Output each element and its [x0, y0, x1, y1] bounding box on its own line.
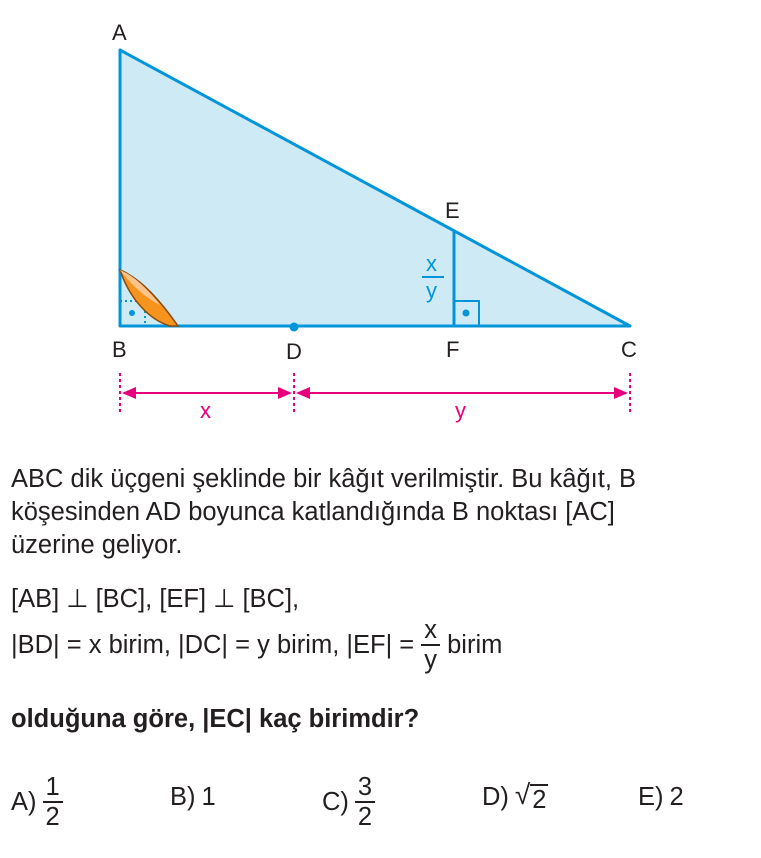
label-d: D — [286, 339, 302, 364]
option-b[interactable] — [170, 783, 216, 812]
problem-statement — [11, 463, 636, 562]
option-a-den: 2 — [43, 801, 63, 831]
option-a[interactable] — [11, 775, 63, 830]
dim-arrow-dc-left — [296, 387, 310, 399]
label-a: A — [112, 20, 127, 45]
option-e[interactable] — [638, 783, 684, 812]
option-c-num: 3 — [357, 773, 373, 801]
label-c: C — [621, 337, 637, 362]
dim-arrow-dc-right — [614, 387, 628, 399]
triangle-abc — [120, 50, 630, 326]
problem-line-5 — [11, 618, 502, 673]
problem-line-3: üzerine geliyor. — [11, 531, 183, 559]
option-c-fraction — [355, 775, 375, 830]
dim-label-dc: y — [455, 398, 466, 423]
option-c[interactable] — [322, 775, 375, 830]
option-e-label: E) — [638, 783, 664, 811]
line5-ef: |EF| — [346, 631, 393, 659]
sqrt-icon: √ — [514, 779, 531, 810]
problem-line-2: köşesinden AD boyunca katlandığında B noktası [AC] — [11, 498, 615, 526]
option-a-num: 1 — [45, 773, 60, 801]
right-angle-dot-f — [463, 310, 470, 317]
option-a-fraction — [43, 775, 63, 830]
option-d-label: D) — [482, 783, 509, 812]
option-c-den: 2 — [355, 801, 375, 831]
label-e: E — [445, 198, 460, 223]
dim-label-bd: x — [200, 398, 211, 423]
option-b-label: B) — [170, 783, 196, 811]
problem-line-4: [AB] ⊥ [BC], [EF] ⊥ [BC], — [11, 585, 300, 613]
line5-text-c: birim — [440, 631, 503, 659]
option-d-radicand: 2 — [532, 786, 547, 814]
dim-arrow-bd-right — [278, 387, 292, 399]
line5-fraction — [421, 618, 440, 673]
label-f: F — [446, 337, 460, 362]
line5-frac-num: x — [424, 616, 438, 644]
line5-eq: = — [392, 631, 422, 659]
ef-label-num: x — [426, 251, 437, 276]
option-a-label: A) — [11, 788, 37, 816]
label-b: B — [112, 337, 127, 362]
point-d-dot — [290, 323, 299, 332]
problem-line-1: ABC dik üçgeni şeklinde bir kâğıt verilmiştir. Bu kâğıt, B — [11, 465, 637, 493]
option-c-label: C) — [322, 788, 349, 816]
option-b-value: 1 — [201, 783, 216, 811]
option-d-sqrt — [515, 781, 549, 814]
question-text: olduğuna göre, |EC| kaç birimdir? — [11, 705, 420, 733]
line5-frac-den: y — [421, 644, 440, 674]
line5-text-a: |BD| = x birim, |DC| = y birim, — [11, 631, 347, 659]
ef-label-den: y — [426, 278, 437, 303]
option-d[interactable] — [482, 781, 548, 814]
dim-arrow-bd-left — [122, 387, 136, 399]
option-e-value: 2 — [669, 783, 684, 811]
right-angle-dot-b — [129, 310, 135, 316]
